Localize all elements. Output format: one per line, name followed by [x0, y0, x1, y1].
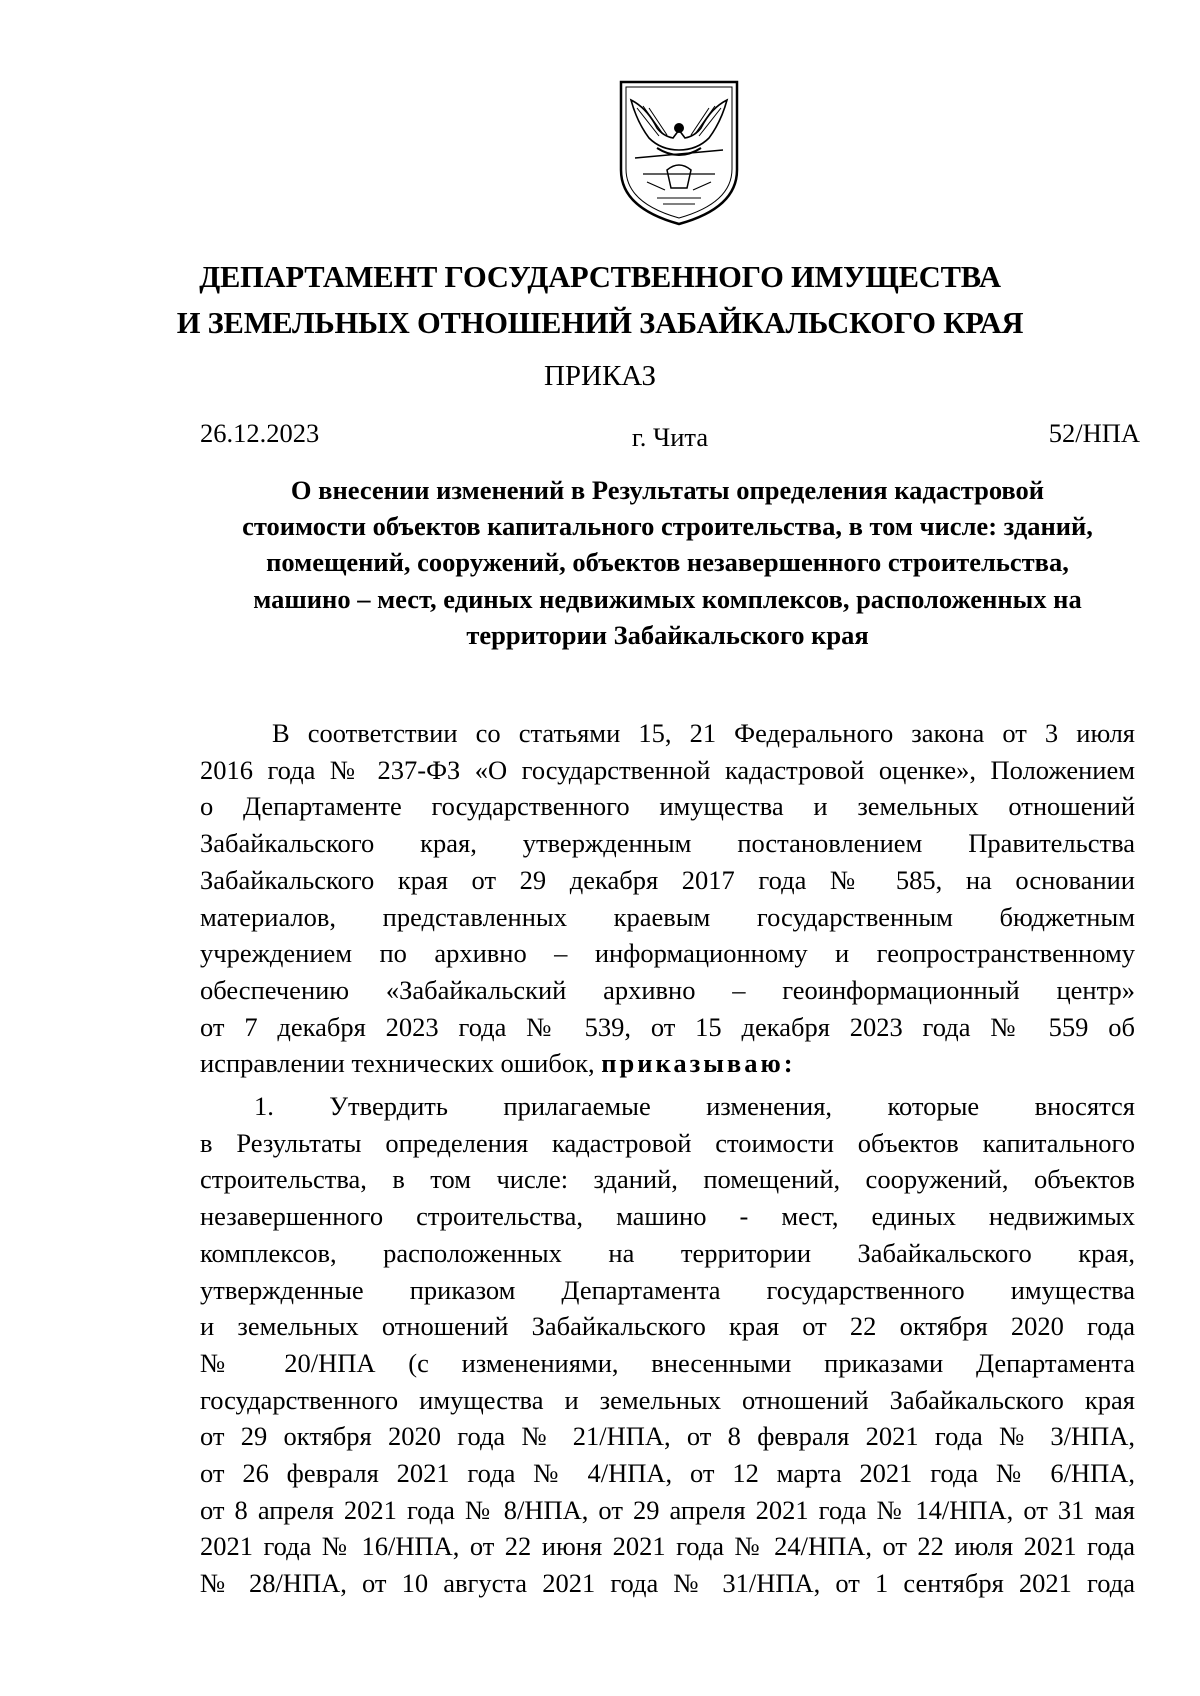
- item-1-line: утвержденные приказом Департамента государственного имущества: [200, 1274, 1135, 1305]
- title-line: машино – мест, единых недвижимых комплексов, расположенных на: [253, 583, 1082, 614]
- preamble-line: учреждением по архивно – информационному и геопространственному: [200, 938, 1135, 969]
- item-1-paragraph: [200, 1088, 1135, 1602]
- preamble-line: от 7 декабря 2023 года № 539, от 15 декабря 2023 года № 559 об: [200, 1011, 1135, 1042]
- preamble-line: Забайкальского края от 29 декабря 2017 года № 585, на основании: [200, 864, 1135, 895]
- preamble-last-text: исправлении технических ошибок,: [200, 1048, 595, 1079]
- item-1-line: незавершенного строительства, машино - мест, единых недвижимых: [200, 1201, 1135, 1232]
- order-keyword: приказываю:: [601, 1048, 796, 1079]
- preamble-line: материалов, представленных краевым государственным бюджетным: [200, 901, 1135, 932]
- preamble-paragraph: [200, 715, 1135, 1082]
- document-title: [200, 472, 1135, 653]
- document-type: ПРИКАЗ: [543, 360, 657, 392]
- item-1-line: строительства, в том числе: зданий, помещений, сооружений, объектов: [200, 1164, 1135, 1195]
- preamble-line: Забайкальского края, утвержденным постановлением Правительства: [200, 828, 1135, 859]
- title-line: стоимости объектов капитального строительства, в том числе: зданий,: [242, 511, 1093, 542]
- item-1-line: № 20/НПА (с изменениями, внесенными приказами Департамента: [200, 1347, 1135, 1378]
- item-1-line: № 28/НПА, от 10 августа 2021 года № 31/НПА, от 1 сентября 2021 года: [200, 1568, 1135, 1599]
- item-1-line: от 29 октября 2020 года № 21/НПА, от 8 февраля 2021 года № 3/НПА,: [200, 1421, 1135, 1452]
- preamble-line: В соответствии со статьями 15, 21 Федерального закона от 3 июля: [272, 718, 1135, 748]
- document-number: 52/НПА: [1048, 418, 1140, 448]
- item-1-line: в Результаты определения кадастровой стоимости объектов капитального: [200, 1127, 1135, 1158]
- department-line-1: ДЕПАРТАМЕНТ ГОСУДАРСТВЕННОГО ИМУЩЕСТВА: [199, 260, 1001, 294]
- preamble-line: 2016 года № 237-ФЗ «О государственной кадастровой оценке», Положением: [200, 754, 1135, 785]
- document-meta: [200, 416, 1140, 456]
- item-1-line: от 8 апреля 2021 года № 8/НПА, от 29 апреля 2021 года № 14/НПА, от 31 мая: [200, 1494, 1135, 1525]
- department-line-2: И ЗЕМЕЛЬНЫХ ОТНОШЕНИЙ ЗАБАЙКАЛЬСКОГО КРАЯ: [176, 306, 1024, 340]
- item-1-line: государственного имущества и земельных отношений Забайкальского края: [200, 1384, 1135, 1415]
- title-line: помещений, сооружений, объектов незавершенного строительства,: [266, 547, 1069, 578]
- preamble-line: о Департаменте государственного имущества и земельных отношений: [200, 791, 1135, 822]
- title-line: О внесении изменений в Результаты определения кадастровой: [290, 475, 1045, 505]
- preamble-line: обеспечению «Забайкальский архивно – геоинформационный центр»: [200, 974, 1135, 1005]
- item-1-line: 1. Утвердить прилагаемые изменения, которые вносятся: [254, 1091, 1135, 1121]
- item-1-line: 2021 года № 16/НПА, от 22 июня 2021 года № 24/НПА, от 22 июля 2021 года: [200, 1531, 1135, 1562]
- item-1-line: и земельных отношений Забайкальского края от 22 октября 2020 года: [200, 1311, 1135, 1342]
- title-line: территории Забайкальского края: [466, 619, 869, 650]
- preamble-last-line: [200, 1045, 1135, 1082]
- coat-of-arms-emblem: [617, 78, 741, 228]
- department-name: [0, 254, 1200, 346]
- item-1-line: от 26 февраля 2021 года № 4/НПА, от 12 марта 2021 года № 6/НПА,: [200, 1458, 1135, 1489]
- document-city: г. Чита: [631, 422, 709, 452]
- item-1-line: комплексов, расположенных на территории Забайкальского края,: [200, 1237, 1135, 1268]
- document-date: 26.12.2023: [200, 418, 320, 448]
